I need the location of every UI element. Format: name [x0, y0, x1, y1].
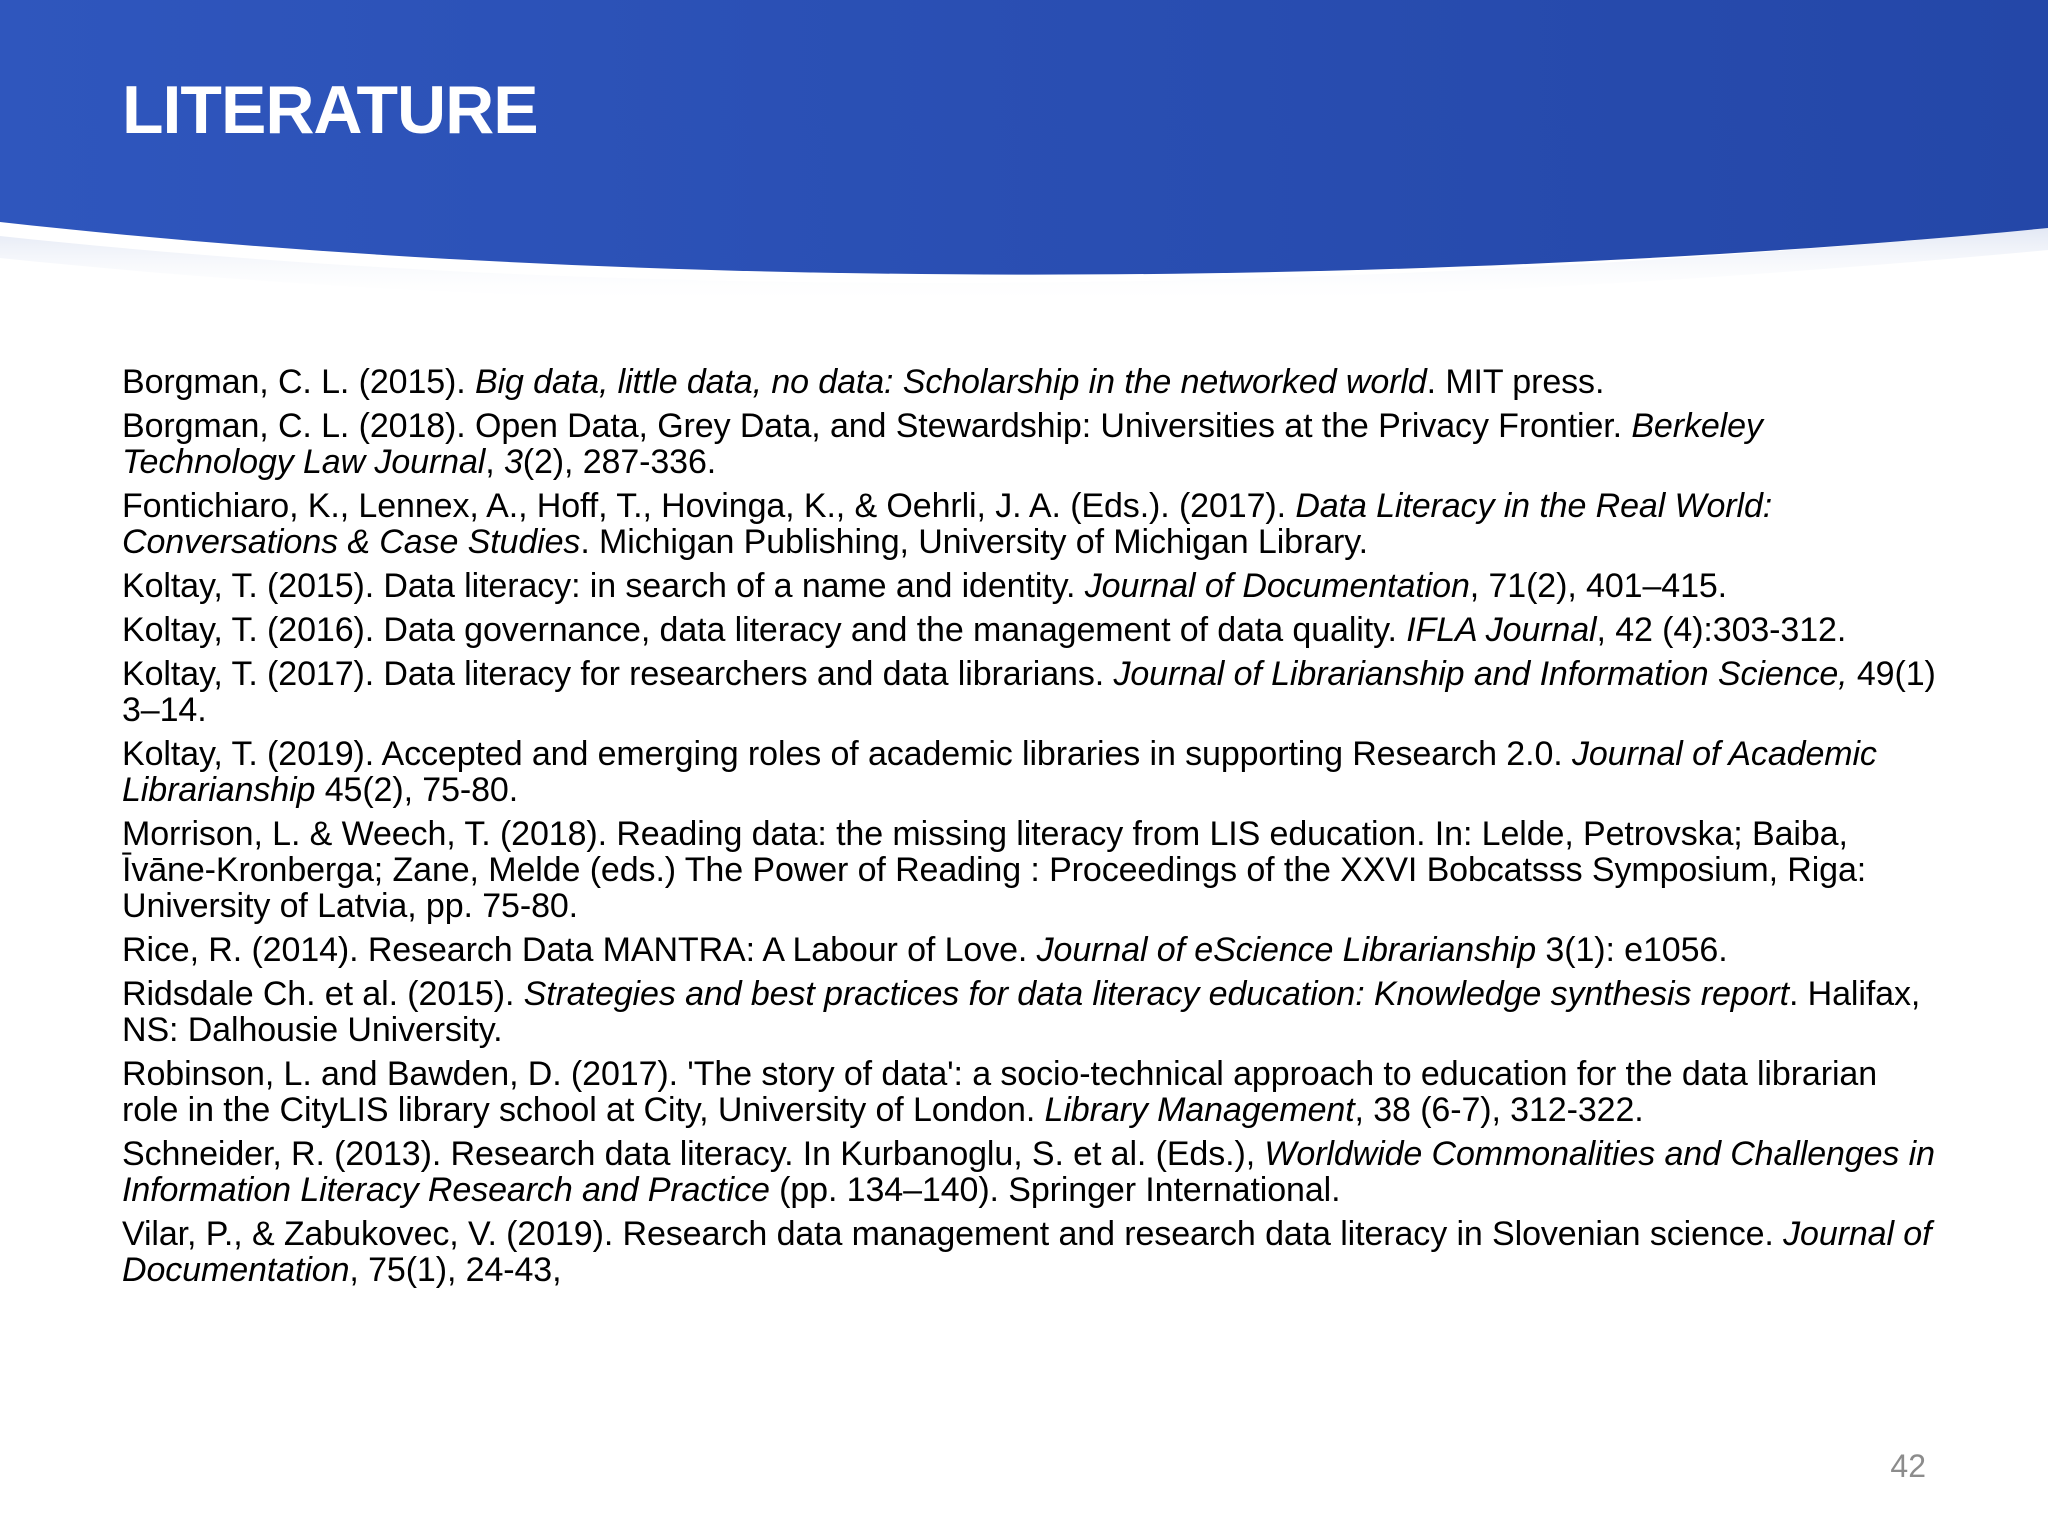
reference-text: Robinson, L. and Bawden, D. (2017). 'The story of data': a socio-technical approach to education for the data librarian role in the CityLIS library school at City, University of London. — [122, 1055, 1878, 1129]
reference-text: , 42 (4):303-312. — [1596, 611, 1847, 649]
reference-item — [122, 612, 1942, 648]
reference-text: Koltay, T. (2015). Data literacy: in search of a name and identity. — [122, 567, 1085, 605]
reference-title-italic: Journal of Documentation — [1084, 567, 1470, 605]
reference-text: Vilar, P., & Zabukovec, V. (2019). Research data management and research data literacy in Slovenian science. — [122, 1215, 1784, 1253]
reference-title-italic: Journal of Academic Librarianship — [122, 735, 1877, 809]
reference-item — [122, 1216, 1942, 1288]
reference-text: , — [485, 443, 504, 481]
slide-title: LITERATURE — [122, 72, 538, 148]
reference-text: . MIT press. — [1426, 363, 1605, 401]
reference-item — [122, 736, 1942, 808]
reference-text: Borgman, C. L. (2018). Open Data, Grey Data, and Stewardship: Universities at the Privacy Frontier. — [122, 407, 1632, 445]
reference-text: Borgman, C. L. (2015). — [122, 363, 475, 401]
reference-title-italic: Journal of eScience Librarianship — [1036, 931, 1537, 969]
reference-text: 49(1) 3–14. — [122, 655, 1936, 729]
reference-text: Ridsdale Ch. et al. (2015). — [122, 975, 524, 1013]
reference-text: Schneider, R. (2013). Research data literacy. In Kurbanoglu, S. et al. (Eds.), — [122, 1135, 1265, 1173]
reference-item — [122, 932, 1942, 968]
reference-title-italic: Berkeley Technology Law Journal — [122, 407, 1763, 481]
reference-item — [122, 656, 1942, 728]
reference-text: , 38 (6-7), 312-322. — [1354, 1091, 1644, 1129]
reference-item — [122, 816, 1942, 924]
reference-title-italic: 3 — [503, 443, 523, 481]
reference-item — [122, 408, 1942, 480]
reference-title-italic: Journal of Librarianship and Information Science, — [1113, 655, 1848, 693]
reference-text: (2), 287-336. — [522, 443, 717, 481]
reference-text: Koltay, T. (2019). Accepted and emerging roles of academic libraries in supporting Research 2.0. — [122, 735, 1572, 773]
header-band — [0, 0, 2048, 300]
reference-text: Koltay, T. (2016). Data governance, data literacy and the management of data quality. — [122, 611, 1407, 649]
reference-text: , 71(2), 401–415. — [1469, 567, 1728, 605]
reference-title-italic: IFLA Journal — [1406, 611, 1597, 649]
reference-title-italic: Strategies and best practices for data literacy education: Knowledge synthesis report — [523, 975, 1789, 1013]
reference-title-italic: Worldwide Commonalities and Challenges in Information Literacy Research and Practice — [122, 1135, 1935, 1209]
reference-text: Fontichiaro, K., Lennex, A., Hoff, T., Hovinga, K., & Oehrli, J. A. (Eds.). (2017). — [122, 487, 1296, 525]
reference-title-italic: Data Literacy in the Real World: Conversations & Case Studies — [122, 487, 1773, 561]
reference-text: . Michigan Publishing, University of Michigan Library. — [580, 523, 1368, 561]
reference-item — [122, 1056, 1942, 1128]
reference-title-italic: Library Management — [1044, 1091, 1355, 1129]
reference-item — [122, 568, 1942, 604]
reference-text: . Halifax, NS: Dalhousie University. — [122, 975, 1921, 1049]
reference-text: Morrison, L. & Weech, T. (2018). Reading data: the missing literacy from LIS education. In: Lelde, Petrovska; Baiba, Īvāne-Kronberga; Zane, Melde (eds.) The Power of Reading : Proceedings of the XXVI Bobcatsss Symposium, Riga: University of Latvia, pp. 75-80. — [122, 815, 1867, 925]
reference-text: 3(1): e1056. — [1536, 931, 1728, 969]
reference-text: , 75(1), 24-43, — [349, 1251, 562, 1289]
reference-text: (pp. 134–140). Springer International. — [769, 1171, 1341, 1209]
reference-title-italic: Big data, little data, no data: Scholarship in the networked world — [474, 363, 1427, 401]
reference-item — [122, 488, 1942, 560]
page-number: 42 — [1890, 1448, 1926, 1484]
reference-text: Koltay, T. (2017). Data literacy for researchers and data librarians. — [122, 655, 1114, 693]
reference-text: 45(2), 75-80. — [315, 771, 519, 809]
reference-item — [122, 364, 1942, 400]
reference-list — [122, 364, 1942, 1296]
reference-title-italic: Journal of Documentation — [122, 1215, 1932, 1289]
reference-item — [122, 976, 1942, 1048]
reference-item — [122, 1136, 1942, 1208]
reference-text: Rice, R. (2014). Research Data MANTRA: A Labour of Love. — [122, 931, 1037, 969]
